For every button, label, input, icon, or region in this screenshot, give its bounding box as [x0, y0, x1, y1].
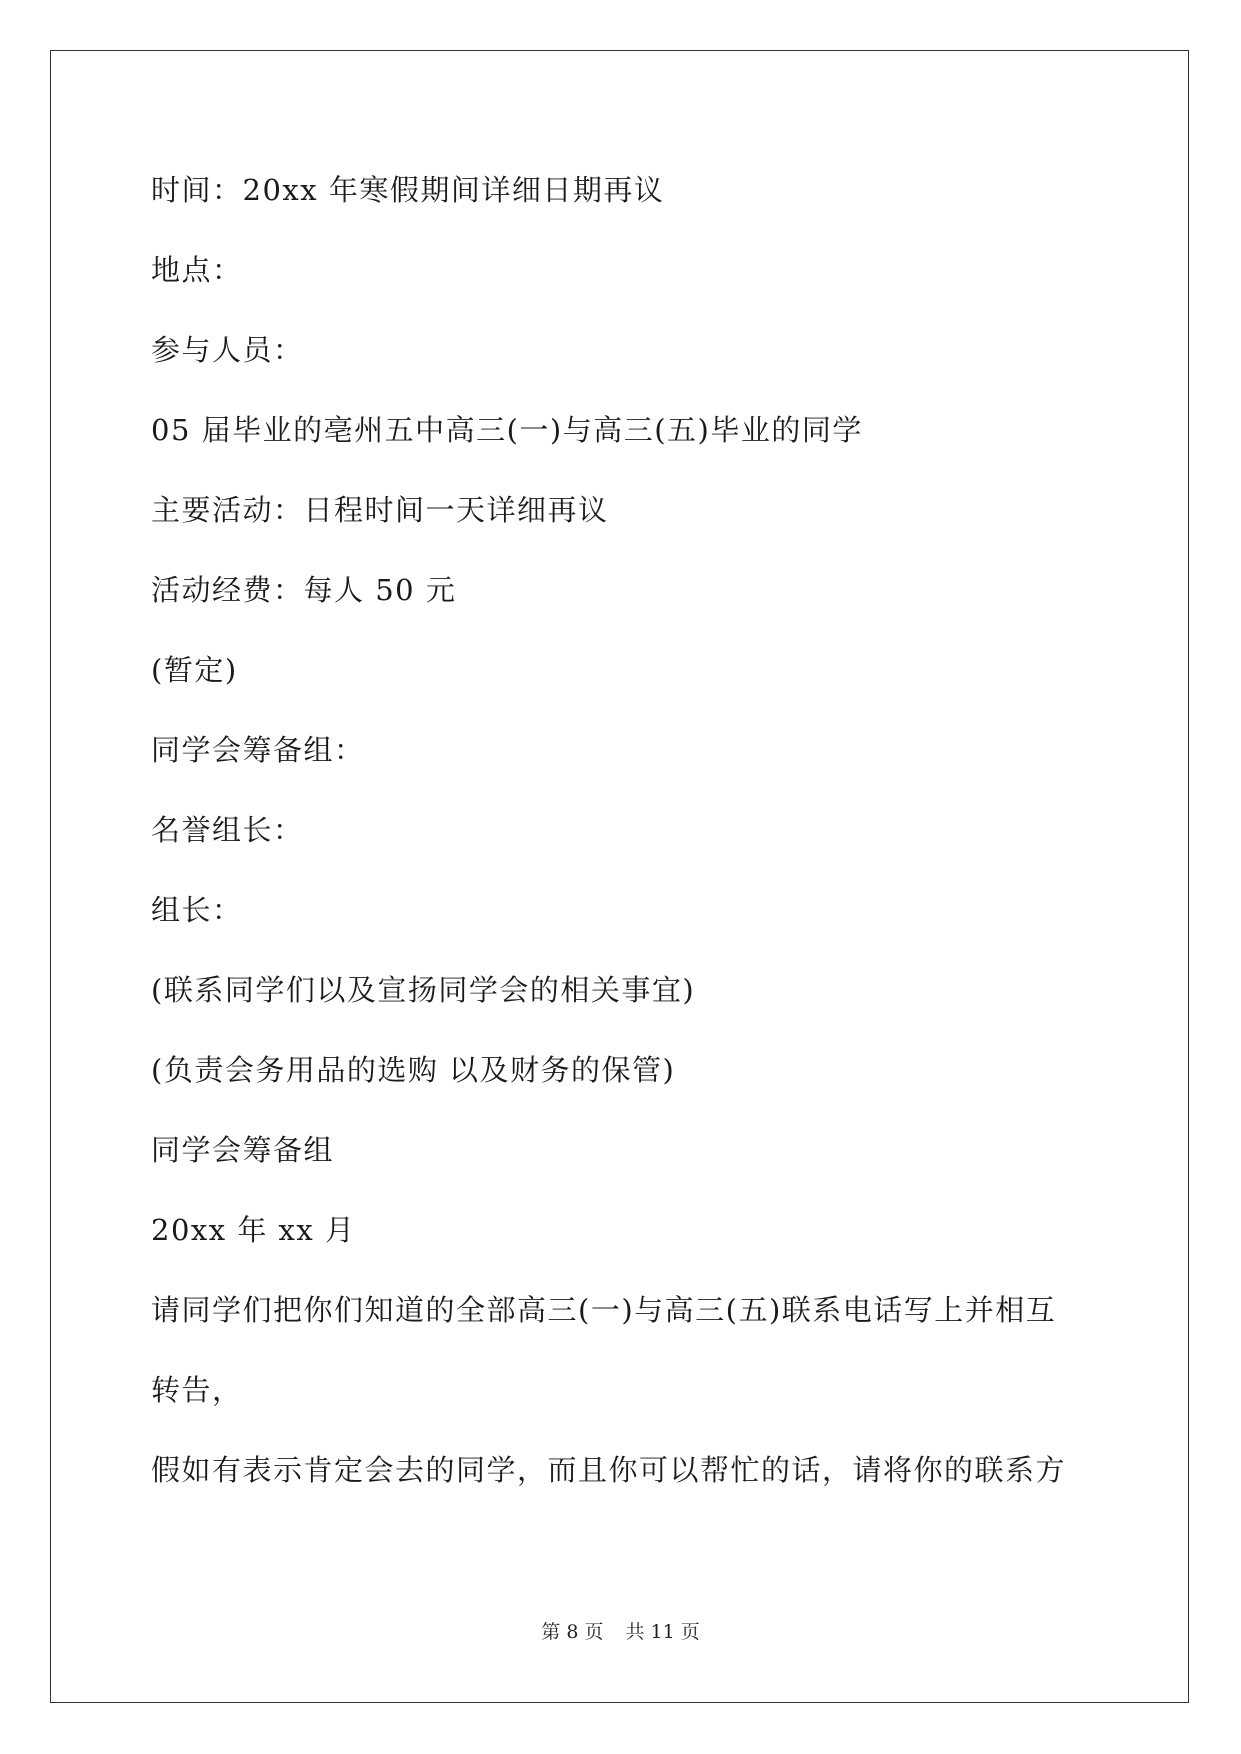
page-number: 第 8 页	[541, 1621, 604, 1643]
text-line-duty-finance: (负责会务用品的选购 以及财务的保管)	[151, 1053, 676, 1087]
text-line-volunteer: 假如有表示肯定会去的同学，而且你可以帮忙的话，请将你的联系方	[151, 1453, 1067, 1487]
text-line-tentative: (暂定)	[151, 653, 238, 687]
text-line-leader: 组长：	[151, 893, 243, 927]
text-line-time: 时间：20xx 年寒假期间详细日期再议	[151, 173, 665, 207]
page-total: 共 11 页	[625, 1621, 700, 1643]
text-line-duty-contact: (联系同学们以及宣扬同学会的相关事宜)	[151, 973, 696, 1007]
text-line-activities: 主要活动：日程时间一天详细再议	[151, 493, 609, 527]
text-line-committee: 同学会筹备组：	[151, 733, 365, 767]
text-line-fee: 活动经费：每人 50 元	[151, 573, 457, 607]
text-line-honorary-leader: 名誉组长：	[151, 813, 304, 847]
text-line-request: 请同学们把你们知道的全部高三(一)与高三(五)联系电话写上并相互	[151, 1293, 1057, 1327]
text-line-signature: 同学会筹备组	[151, 1133, 335, 1167]
text-line-request-cont: 转告，	[151, 1373, 243, 1407]
text-line-location: 地点：	[151, 253, 243, 287]
text-line-participants: 参与人员：	[151, 333, 304, 367]
page-footer	[0, 1620, 1241, 1644]
text-line-date: 20xx 年 xx 月	[151, 1213, 356, 1247]
text-line-classes: 05 届毕业的亳州五中高三(一)与高三(五)毕业的同学	[151, 413, 863, 447]
